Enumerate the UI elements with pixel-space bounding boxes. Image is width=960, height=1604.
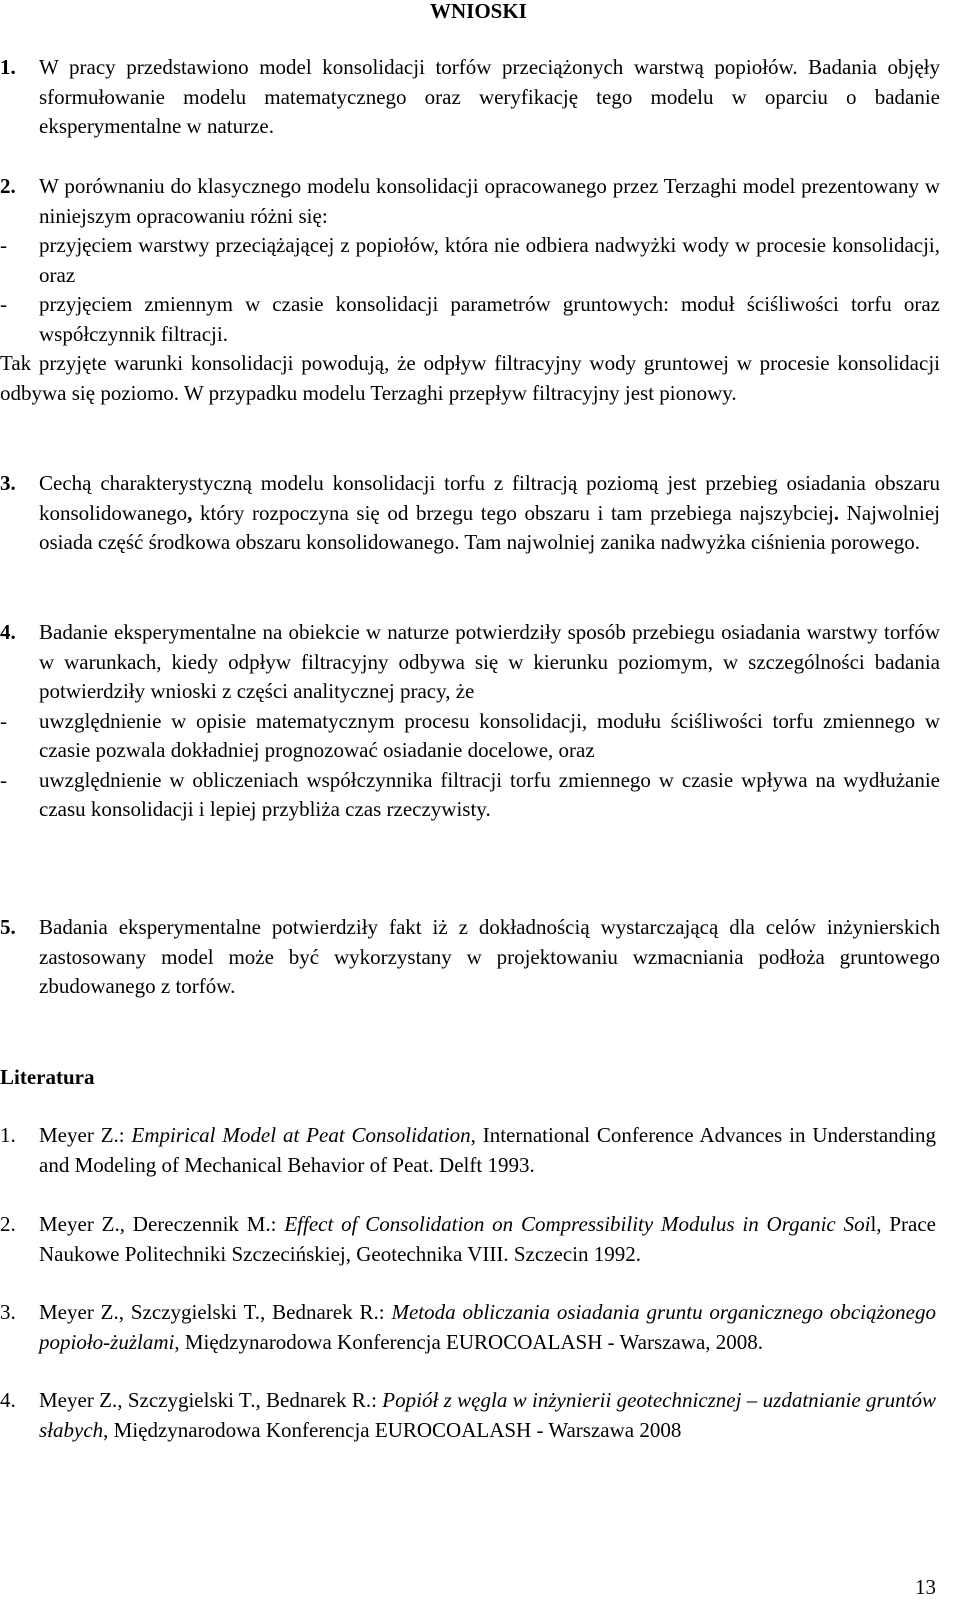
reference-item-1 (0, 1121, 936, 1180)
bullet-text: przyjęciem zmiennym w czasie konsolidacji parametrów gruntowych: moduł ściśliwości torfu oraz współczynnik filtracji. (39, 292, 940, 346)
reference-text (39, 1386, 936, 1445)
reference-authors: Meyer Z., Dereczennik M.: (39, 1212, 285, 1236)
reference-details: , International Conference Advances in Understanding and Modeling of Mechanical Behavior of Peat. Delft 1993. (39, 1123, 936, 1177)
conclusion-number: 4. (0, 620, 16, 644)
bullet-dash: - (0, 767, 7, 792)
conclusion-item-3 (0, 469, 940, 558)
conclusion-number: 2. (0, 174, 16, 198)
bullet-text: uwzględnienie w opisie matematycznym procesu konsolidacji, modułu ściśliwości torfu zmiennego w czasie pozwala dokładniej prognozować osiadanie docelowe, oraz (39, 708, 940, 762)
reference-text (39, 1210, 936, 1269)
conclusion-number: 5. (0, 915, 16, 939)
reference-number: 3. (0, 1300, 16, 1324)
conclusion-outro: Tak przyjęte warunki konsolidacji powodują, że odpływ filtracyjny wody gruntowej w procesie konsolidacji odbywa się poziomo. W przypadku modelu Terzaghi przepływ filtracyjny jest pionowy. (0, 351, 940, 405)
conclusion-intro: W porównaniu do klasycznego modelu konsolidacji opracowanego przez Terzaghi model prezentowany w niniejszym opracowaniu różni się: (39, 174, 940, 228)
conclusion-text (39, 469, 940, 558)
reference-details: , Prace Naukowe Politechniki Szczecińskiej, Geotechnika VIII. Szczecin 1992. (39, 1212, 936, 1266)
reference-details: , Międzynarodowa Konferencja EUROCOALASH - Warszawa 2008 (103, 1417, 682, 1442)
conclusion-text: Badania eksperymentalne potwierdziły fakt iż z dokładnością wystarczającą dla celów inżynierskich zastosowany model może być wykorzystany w projektowaniu wzmacniania podłoża gruntowego zbudowanego z torfów. (39, 915, 940, 998)
page-number: 13 (915, 1575, 936, 1599)
reference-authors: Meyer Z., Szczygielski T., Bednarek R.: (39, 1388, 383, 1412)
reference-text (39, 1121, 936, 1180)
reference-title: Effect of Consolidation on Compressibility Modulus in Organic Soi (284, 1212, 871, 1236)
bullet-dash: - (0, 233, 7, 257)
reference-text (39, 1298, 936, 1357)
bullet-dash: - (0, 292, 7, 316)
bullet-item (0, 766, 940, 825)
conclusion-item-1 (0, 53, 940, 142)
bullet-item (0, 707, 940, 766)
reference-item-4 (0, 1386, 936, 1445)
reference-title-tail: l (870, 1212, 877, 1236)
reference-title: Metoda obliczania osiadania gruntu organicznego obciążonego popioło-żużlami (39, 1300, 936, 1354)
reference-item-2 (0, 1210, 936, 1269)
reference-title: Popiół z węgla w inżynierii geotechnicznej – uzdatnianie gruntów słabych (39, 1388, 937, 1442)
bullet-text: uwzględnienie w obliczeniach współczynnika filtracji torfu zmiennego w czasie wpływa na wydłużanie czasu konsolidacji i lepiej przybliża czas rzeczywisty. (39, 767, 940, 821)
conclusion-comma: , (187, 500, 193, 525)
conclusion-item-5 (0, 913, 940, 1002)
reference-number: 1. (0, 1123, 16, 1147)
reference-authors: Meyer Z., Szczygielski T., Bednarek R.: (39, 1300, 392, 1324)
conclusion-period: . (833, 500, 840, 525)
literature-heading: Literatura (0, 1065, 95, 1089)
conclusion-text-b: który rozpoczyna się od brzegu tego obszaru i tam przebiega najszybciej (192, 500, 834, 525)
section-heading: WNIOSKI (430, 0, 527, 23)
conclusion-intro: Badanie eksperymentalne na obiekcie w naturze potwierdziły sposób przebiegu osiadania warstwy torfów w warunkach, kiedy odpływ filtracyjny odbywa się w kierunku poziomym, w szczególności badania potwierdziły wnioski z części analitycznej pracy, że (39, 620, 940, 703)
bullet-dash: - (0, 708, 7, 733)
conclusion-text: W pracy przedstawiono model konsolidacji torfów przeciążonych warstwą popiołów. Badania objęły sformułowanie modelu matematycznego oraz weryfikację tego modelu w oparciu o badanie eksperymentalne w naturze. (39, 55, 940, 138)
conclusion-text-a: Cechą charakterystyczną modelu konsolidacji torfu z filtracją poziomą jest przebieg osiadania obszaru konsolidowanego (39, 471, 940, 525)
reference-number: 2. (0, 1212, 16, 1236)
reference-details: , Międzynarodowa Konferencja EUROCOALASH - Warszawa, 2008. (174, 1329, 764, 1354)
bullet-item (0, 290, 940, 349)
reference-authors: Meyer Z.: (39, 1123, 132, 1147)
conclusion-text-c: Najwolniej osiada część środkowa obszaru konsolidowanego. Tam najwolniej zanika nadwyżka ciśnienia porowego. (39, 500, 940, 554)
reference-number: 4. (0, 1388, 16, 1412)
conclusion-number: 3. (0, 471, 16, 495)
bullet-item (0, 231, 940, 290)
reference-title: Empirical Model at Peat Consolidation (131, 1123, 471, 1147)
conclusion-item-4 (0, 618, 940, 825)
reference-item-3 (0, 1298, 936, 1357)
conclusion-number: 1. (0, 55, 16, 79)
conclusion-item-2 (0, 172, 940, 408)
bullet-text: przyjęciem warstwy przeciążającej z popiołów, która nie odbiera nadwyżki wody w procesie konsolidacji, oraz (39, 233, 940, 287)
